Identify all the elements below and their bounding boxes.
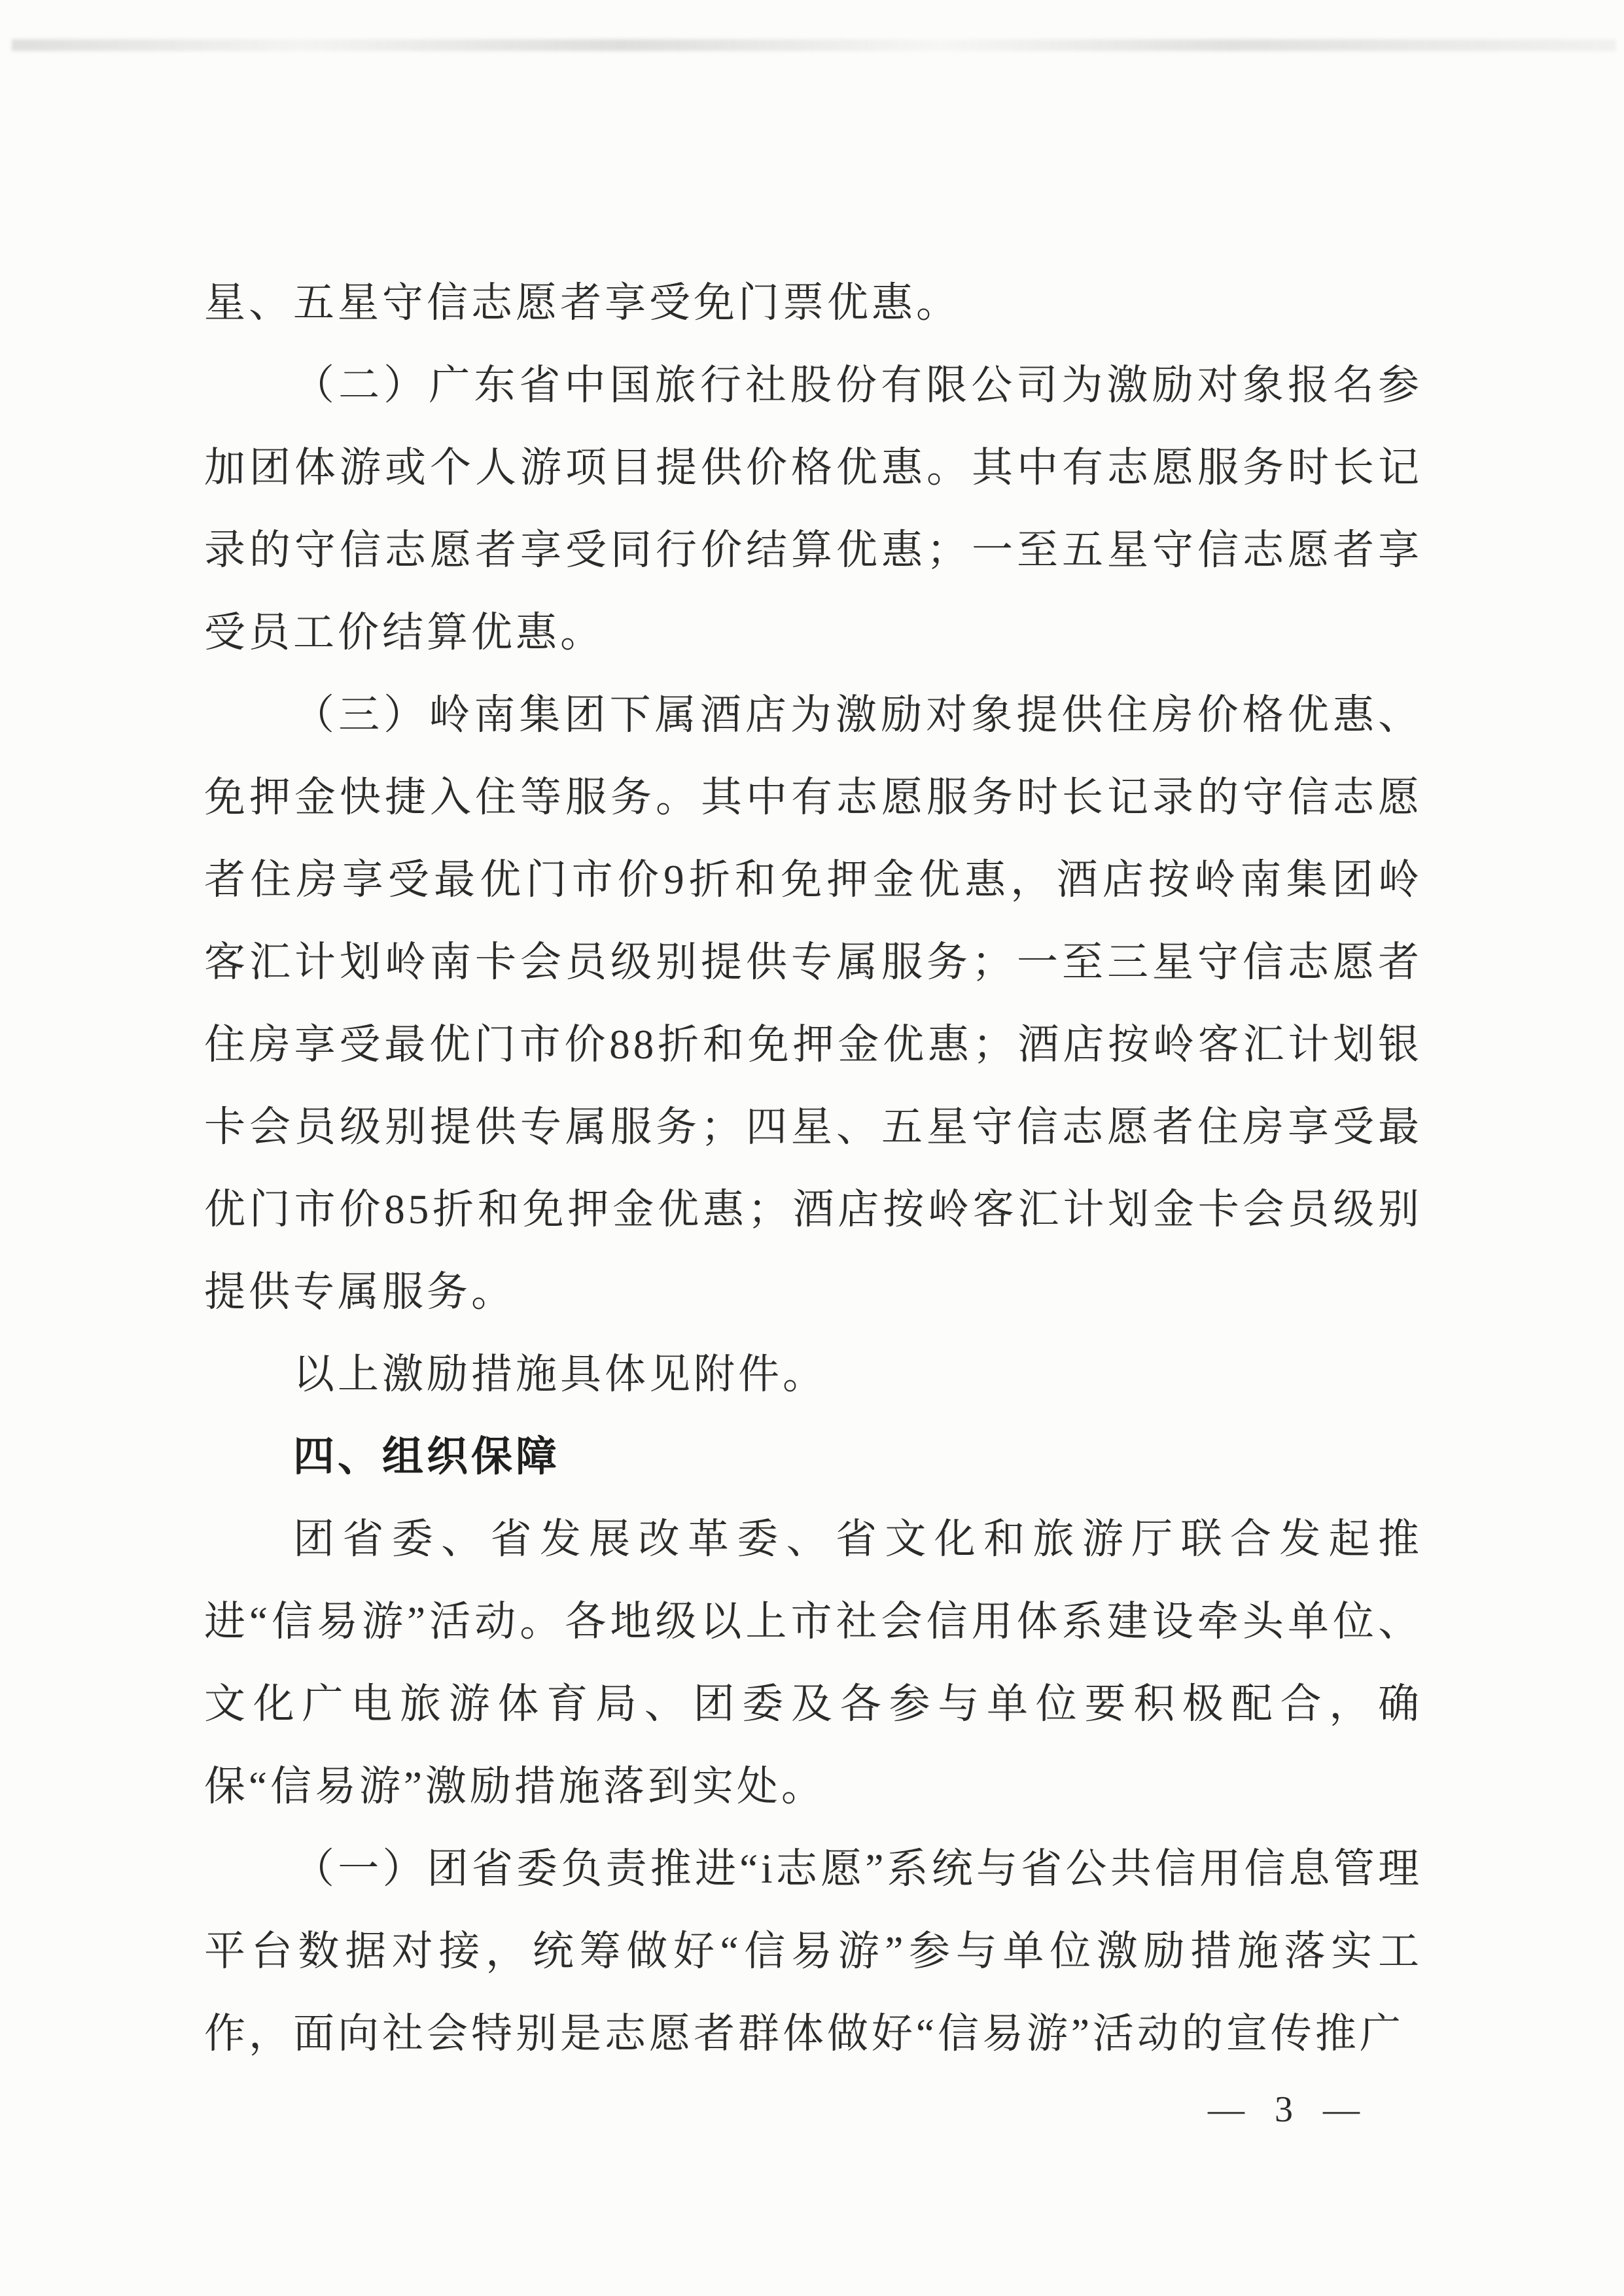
item-3-hotel-paragraph: （三）岭南集团下属酒店为激励对象提供住房价格优惠、免押金快捷入住等服务。其中有志愿服务时长记录的守信志愿者住房享受最优门市价9折和免押金优惠，酒店按岭南集团岭客汇计划岭南卡会员级别提供专属服务；一至三星守信志愿者住房享受最优门市价88折和免押金优惠；酒店按岭客汇计划银卡会员级别提供专属服务；四星、五星守信志愿者住房享受最优门市价85折和免押金优惠；酒店按岭客汇计划金卡会员级别提供专属服务。 [204, 692, 1422, 1315]
document-body [204, 262, 1422, 2075]
section-4-heading: 四、组织保障 [293, 1434, 560, 1480]
item-2-travel-agency-paragraph: （二）广东省中国旅行社股份有限公司为激励对象报名参加团体游或个人游项目提供价格优惠。其中有志愿服务时长记录的守信志愿者享受同行价结算优惠；一至五星守信志愿者享受员工价结算优惠。 [204, 362, 1422, 655]
continuation-paragraph: 星、五星守信志愿者享受免门票优惠。 [204, 280, 961, 326]
page-number: — 3 — [1208, 2089, 1370, 2130]
scan-artifact [12, 39, 1616, 51]
attachment-note-paragraph: 以上激励措施具体见附件。 [293, 1351, 827, 1397]
organization-support-paragraph: 团省委、省发展改革委、省文化和旅游厅联合发起推进“信易游”活动。各地级以上市社会信用体系建设牵头单位、文化广电旅游体育局、团委及各参与单位要积极配合，确保“信易游”激励措施落到实处。 [204, 1516, 1422, 1809]
item-1-committee-paragraph: （一）团省委负责推进“i志愿”系统与省公共信用信息管理平台数据对接，统筹做好“信易游”参与单位激励措施落实工作，面向社会特别是志愿者群体做好“信易游”活动的宣传推广 [204, 1846, 1422, 2057]
